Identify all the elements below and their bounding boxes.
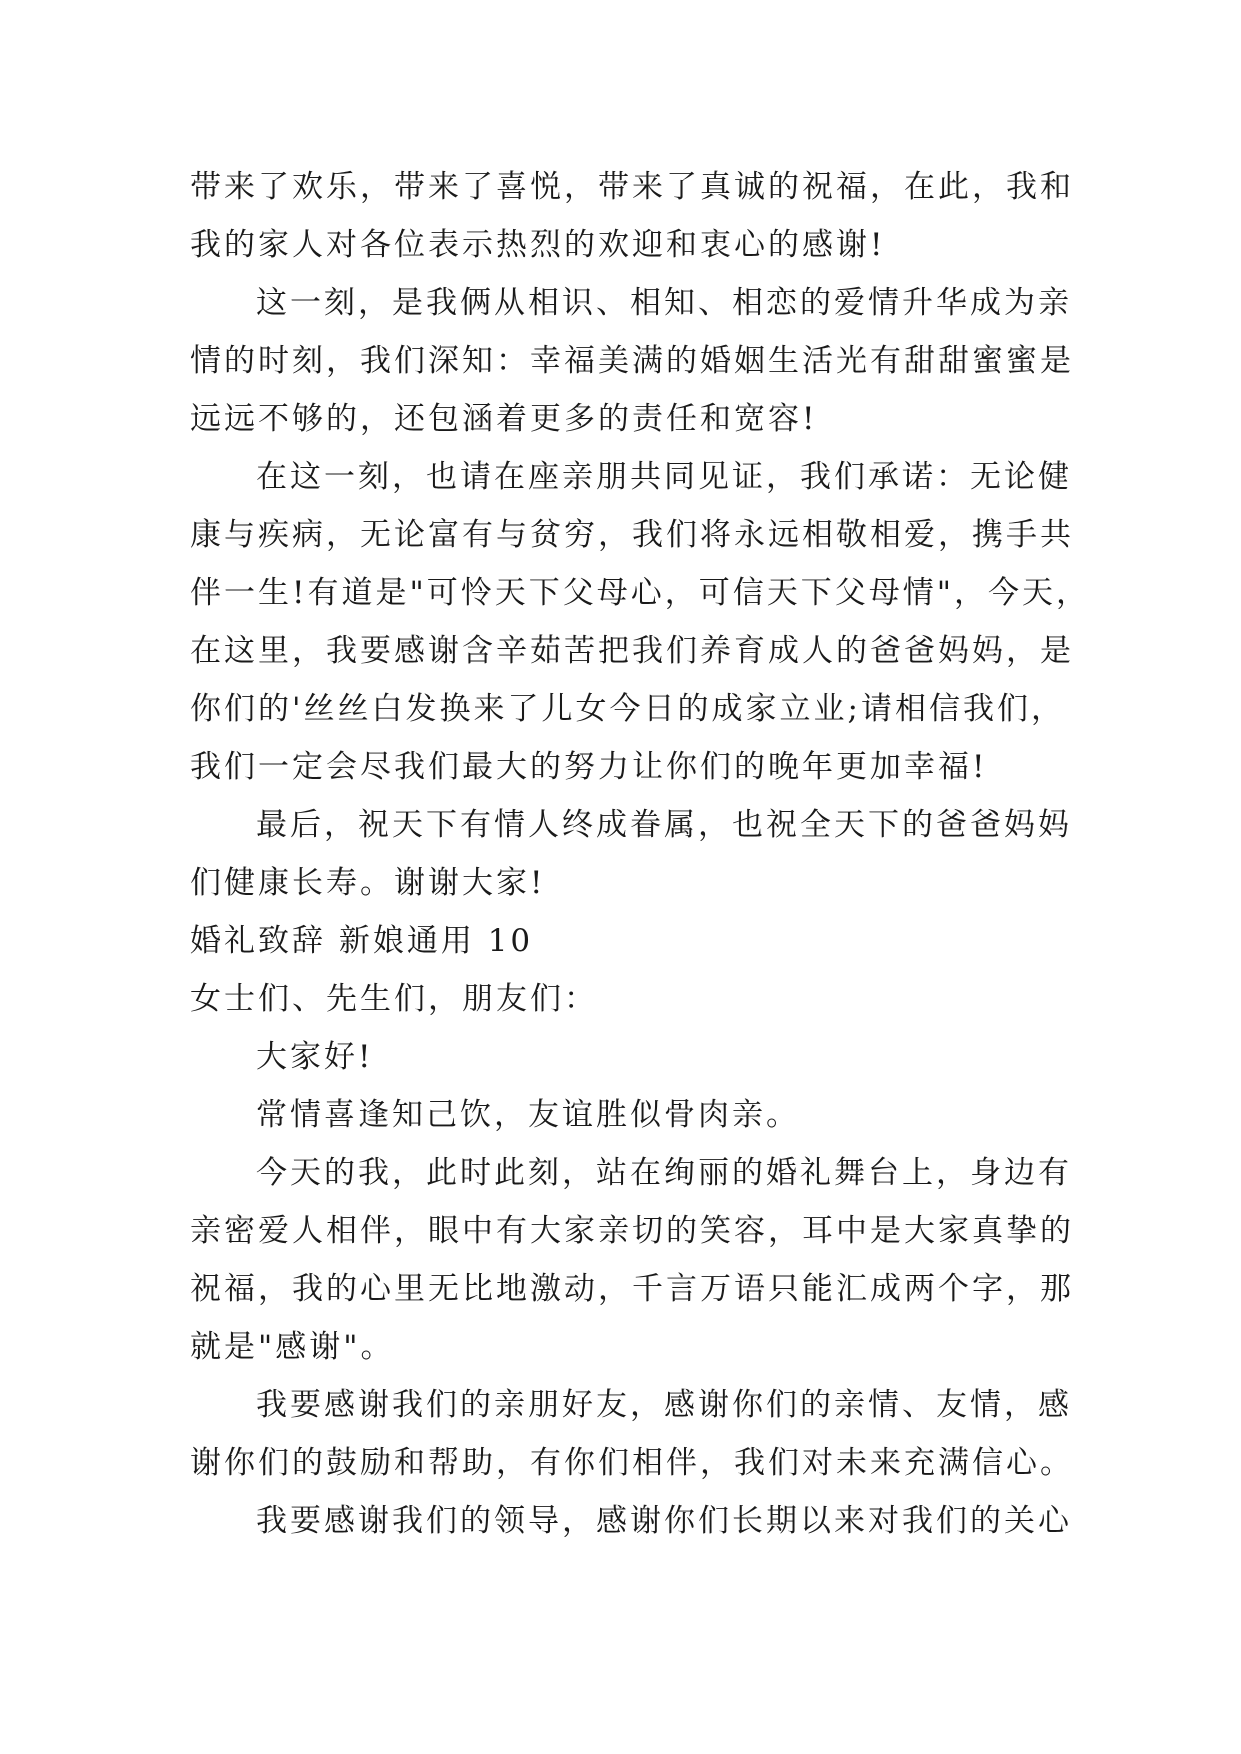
paragraph-first-line: 今天的我，此时此刻，站在绚丽的婚礼舞台上，身边有 (256, 1155, 1072, 1191)
paragraph-first-line: 常情喜逢知己饮，友谊胜似骨肉亲。 (256, 1097, 800, 1133)
paragraph-first-line: 这一刻，是我俩从相识、相知、相恋的爱情升华成为亲 (256, 285, 1072, 321)
text-line: 祝福，我的心里无比地激动，千言万语只能汇成两个字，那 (190, 1271, 1074, 1307)
text-line: 女士们、先生们，朋友们： (190, 981, 598, 1017)
paragraph-first-line: 我要感谢我们的领导，感谢你们长期以来对我们的关心 (256, 1503, 1072, 1539)
document-body (190, 158, 1090, 1550)
text-line: 谢你们的鼓励和帮助，有你们相伴，我们对未来充满信心。 (190, 1445, 1074, 1481)
text-line: 我的家人对各位表示热烈的欢迎和衷心的感谢! (190, 227, 886, 263)
paragraph-first-line: 大家好! (256, 1039, 374, 1075)
text-line: 在这里，我要感谢含辛茹苦把我们养育成人的爸爸妈妈，是 (190, 633, 1074, 669)
text-line: 亲密爱人相伴，眼中有大家亲切的笑容，耳中是大家真挚的 (190, 1213, 1074, 1249)
text-line: 伴一生!有道是"可怜天下父母心，可信天下父母情"，今天， (190, 575, 1090, 611)
text-line: 情的时刻，我们深知：幸福美满的婚姻生活光有甜甜蜜蜜是 (190, 343, 1074, 379)
text-line: 远远不够的，还包涵着更多的责任和宽容! (190, 401, 818, 437)
text-line: 你们的'丝丝白发换来了儿女今日的成家立业;请相信我们， (190, 691, 1065, 727)
paragraph-first-line: 在这一刻，也请在座亲朋共同见证，我们承诺：无论健 (256, 459, 1072, 495)
text-line: 我们一定会尽我们最大的努力让你们的晚年更加幸福! (190, 749, 988, 785)
paragraph-first-line: 我要感谢我们的亲朋好友，感谢你们的亲情、友情，感 (256, 1387, 1072, 1423)
paragraph-first-line: 最后，祝天下有情人终成眷属，也祝全天下的爸爸妈妈 (256, 807, 1072, 843)
text-line: 康与疾病，无论富有与贫穷，我们将永远相敬相爱，携手共 (190, 517, 1074, 553)
text-line: 们健康长寿。谢谢大家! (190, 865, 546, 901)
text-line: 带来了欢乐，带来了喜悦，带来了真诚的祝福，在此，我和 (190, 169, 1074, 205)
text-line: 就是"感谢"。 (190, 1329, 395, 1365)
text-line: 婚礼致辞 新娘通用 10 (190, 923, 534, 959)
